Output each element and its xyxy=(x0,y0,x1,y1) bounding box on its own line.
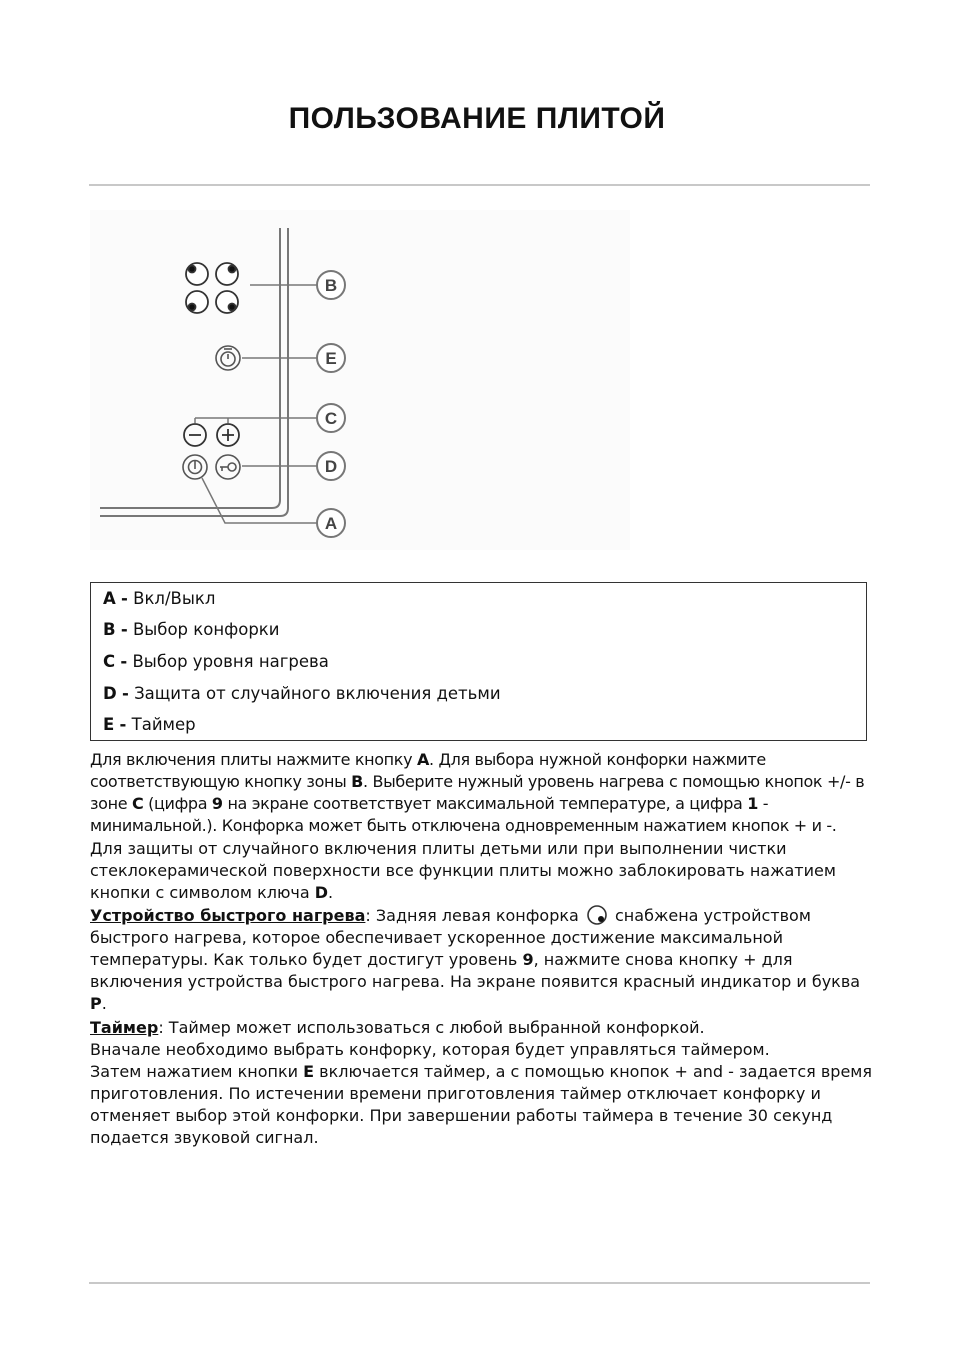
legend-item-a: A - Вкл/Выкл xyxy=(103,589,216,608)
legend-item-b: B - Выбор конфорки xyxy=(103,620,280,639)
top-divider xyxy=(89,184,870,186)
legend-box xyxy=(90,582,867,741)
paragraph-child-lock: Для защиты от случайного включения плиты детьми или при выполнении чистки стеклокерамической поверхности все функции плиты можно заблокировать нажатием кнопки с символом ключа D. xyxy=(90,839,836,902)
callout-c: C xyxy=(324,409,338,428)
callout-d: D xyxy=(324,457,338,476)
page-title: ПОЛЬЗОВАНИЕ ПЛИТОЙ xyxy=(288,102,666,135)
paragraph-timer: Таймер: Таймер может использоваться с любой выбранной конфоркой. Вначале необходимо выбрать конфорку, которая будет управляться таймером. Затем нажатием кнопки E включается таймер, а с помощью кнопок + and - задается время приготовления. По истечении времени приготовления таймер отключает конфорку и отменяет выбор этой конфорки. При завершении работы таймера в течение 30 секунд подается звуковой сигнал. xyxy=(90,1018,872,1147)
callout-b: B xyxy=(324,276,338,295)
legend-item-c: C - Выбор уровня нагрева xyxy=(103,652,329,671)
legend-item-d: D - Защита от случайного включения детьми xyxy=(103,684,501,703)
callout-e: E xyxy=(325,349,337,368)
legend-item-e: E - Таймер xyxy=(103,715,196,734)
paragraph-switch-on: Для включения плиты нажмите кнопку A. Для выбора нужной конфорки нажмите соответствующую кнопку зоны B. Выберите нужный уровень нагрева с помощью кнопок +/- в зоне C (цифра 9 на экране соответствует максимальной температуре, а цифра 1 - минимальной.). Конфорка может быть отключена одновременным нажатием кнопок + и -. xyxy=(90,750,865,835)
timer-heading: Таймер xyxy=(90,1018,159,1037)
callout-a: A xyxy=(324,514,338,533)
paragraph-fast-heating: Устройство быстрого нагрева: Задняя левая конфорка снабжена устройством быстрого нагрева, которое обеспечивает ускоренное достижение максимальной температуры. Как только будет достигут уровень 9, нажмите снова кнопку + для включения устройства быстрого нагрева. На экране появится красный индикатор и буква P. xyxy=(90,906,861,1013)
rear-left-burner-icon xyxy=(584,905,610,925)
control-panel-diagram xyxy=(90,210,630,550)
fast-heating-heading: Устройство быстрого нагрева xyxy=(90,906,366,925)
bottom-divider xyxy=(89,1282,870,1284)
